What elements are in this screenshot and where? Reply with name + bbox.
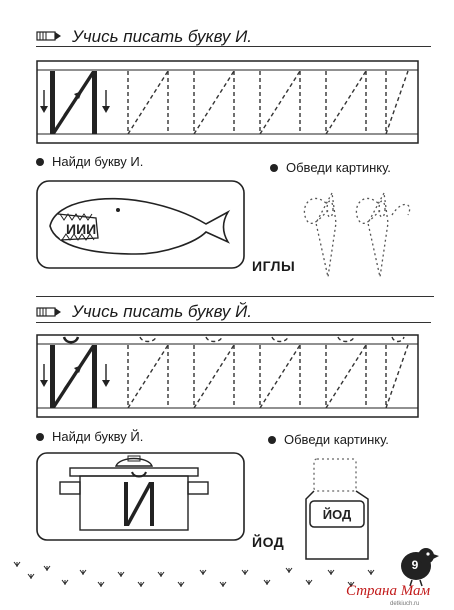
bullet-icon: [36, 158, 44, 166]
pencil-icon: [36, 30, 62, 42]
footprint-icon: [178, 582, 184, 587]
tracing-letters: [128, 337, 408, 408]
picture-word: ИГЛЫ: [252, 258, 296, 274]
divider: [36, 46, 431, 47]
trace-picture-label: Обведи картинку.: [284, 432, 389, 447]
find-letter-label: Найди букву Й.: [52, 429, 144, 444]
model-letter: [50, 337, 97, 408]
find-letter-label: Найди букву И.: [52, 154, 144, 169]
footprint-icon: [328, 570, 334, 575]
arrow-down-icon: [40, 90, 48, 113]
arrow-down-icon: [102, 90, 110, 113]
divider: [36, 322, 431, 323]
bullet-icon: [36, 433, 44, 441]
watermark-brand: Страна Мам: [346, 583, 431, 599]
arrow-down-icon: [40, 364, 48, 387]
writing-practice-strip: [36, 334, 420, 418]
footprint-icon: [28, 574, 34, 579]
picture-word: ЙОД: [252, 534, 285, 550]
footprint-icon: [220, 582, 226, 587]
footprint-icon: [286, 568, 292, 573]
bullet-icon: [268, 436, 276, 444]
footprint-icon: [44, 566, 50, 571]
footprint-icon: [118, 572, 124, 577]
pot-picture: [36, 452, 246, 542]
section-heading: Учись писать букву И.: [72, 27, 253, 46]
footprint-icon: [158, 572, 164, 577]
footprint-icon: [62, 580, 68, 585]
arrow-up-icon: [64, 91, 82, 115]
fish-hidden-letters: ИИИ: [66, 221, 97, 237]
arrow-down-icon: [102, 364, 110, 387]
footprint-icon: [242, 570, 248, 575]
watermark-site: detkiuch.ru: [390, 601, 420, 607]
iodine-bottle-tracing-picture: [296, 455, 378, 565]
writing-practice-strip: [36, 60, 420, 144]
hidden-letter: [124, 472, 154, 526]
section-heading: Учись писать букву Й.: [72, 302, 253, 321]
fish-picture: [36, 180, 246, 270]
section-divider: [36, 296, 434, 297]
footprint-icon: [264, 580, 270, 585]
footprint-icon: [14, 562, 20, 567]
footprint-icon: [368, 570, 374, 575]
needles-tracing-picture: [292, 185, 422, 285]
bottle-label: ЙОД: [322, 507, 352, 522]
footprint-icon: [98, 582, 104, 587]
page-number: 9: [411, 558, 419, 572]
arrow-up-icon: [64, 365, 82, 389]
pencil-icon: [36, 306, 62, 318]
footprint-icon: [138, 582, 144, 587]
footprint-icon: [200, 570, 206, 575]
trace-picture-label: Обведи картинку.: [286, 160, 391, 175]
bullet-icon: [270, 164, 278, 172]
footprint-icon: [80, 570, 86, 575]
footprint-icon: [306, 580, 312, 585]
tracing-letters: [128, 71, 408, 134]
